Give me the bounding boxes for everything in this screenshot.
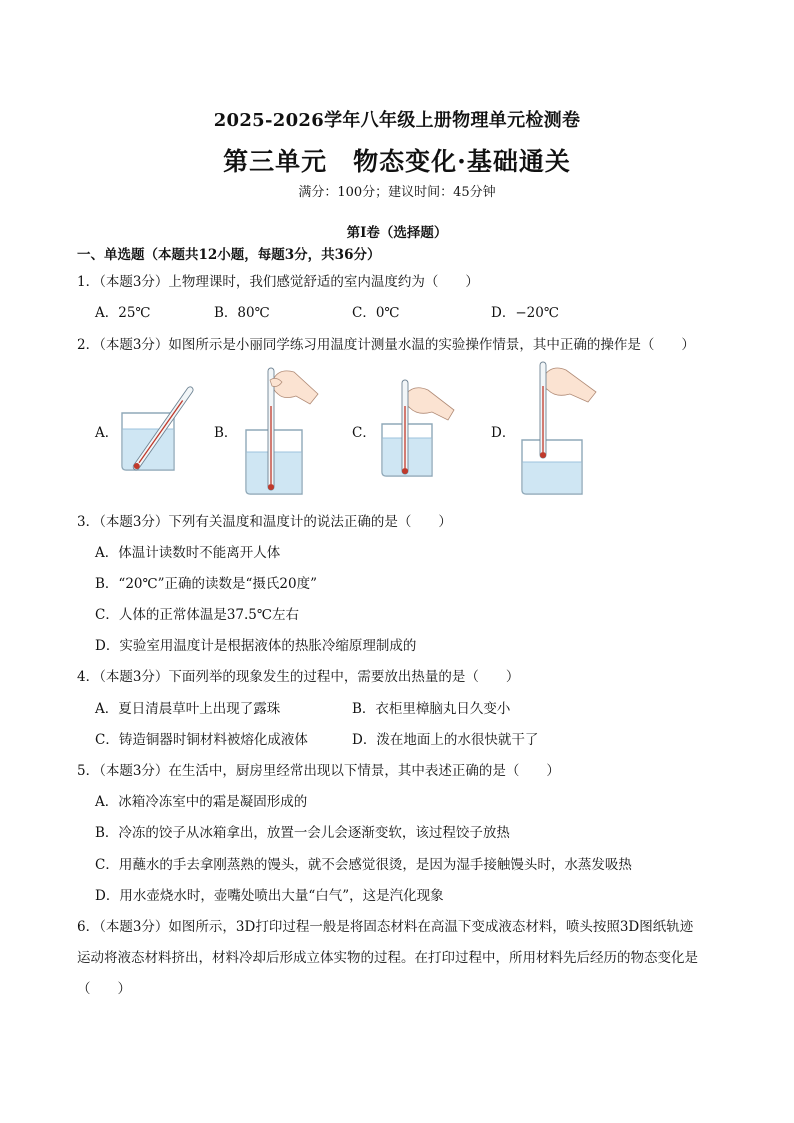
question-5-option-d: D．用水壶烧水时，壶嘴处喷出大量“白气”，这是汽化现象 — [95, 888, 444, 904]
question-2-option-a: A． — [95, 425, 119, 441]
question-2-option-c: C． — [352, 425, 376, 441]
part-title: 第Ⅰ卷（选择题） — [346, 225, 448, 241]
exam-info: 满分：100分；建议时间：45分钟 — [298, 185, 496, 200]
question-4-option-b: B．衣柜里樟脑丸日久变小 — [352, 701, 511, 717]
beaker-thermometer-icon — [118, 384, 198, 474]
question-2-stem: 2．（本题3分）如图所示是小丽同学练习用温度计测量水温的实验操作情景，其中正确的操作是（ ） — [77, 337, 695, 353]
question-4-option-c: C．铸造铜器时铜材料被熔化成液体 — [95, 732, 308, 748]
section-title: 一、单选题（本题共12小题，每题3分，共36分） — [77, 247, 381, 263]
question-3-stem: 3．（本题3分）下列有关温度和温度计的说法正确的是（ ） — [77, 514, 452, 530]
hand-icon — [238, 366, 328, 498]
question-5-option-a: A．冰箱冷冻室中的霜是凝固形成的 — [95, 794, 308, 810]
question-6-stem-line-1: 6．（本题3分）如图所示，3D打印过程一般是将固态材料在高温下变成液态材料，喷头按照3D图纸轨迹 — [77, 919, 694, 935]
question-3-option-c: C．人体的正常体温是37.5℃左右 — [95, 607, 299, 623]
question-1-stem: 1．（本题3分）上物理课时，我们感觉舒适的室内温度约为（ ） — [77, 274, 479, 290]
question-2-option-d: D． — [491, 425, 516, 441]
question-6-stem-line-3: （ ） — [77, 981, 131, 997]
question-4-option-d: D．泼在地面上的水很快就干了 — [352, 732, 539, 748]
question-5-stem: 5．（本题3分）在生活中，厨房里经常出现以下情景，其中表述正确的是（ ） — [77, 763, 560, 779]
hand-icon — [518, 362, 608, 498]
question-4-option-a: A．夏日清晨草叶上出现了露珠 — [95, 701, 281, 717]
question-5-option-c: C．用蘸水的手去拿刚蒸熟的馒头，就不会感觉很烫，是因为湿手接触馒头时，水蒸发吸热 — [95, 857, 632, 873]
question-5-option-b: B．冷冻的饺子从冰箱拿出，放置一会儿会逐渐变软，该过程饺子放热 — [95, 825, 510, 841]
question-2-option-b: B． — [214, 425, 238, 441]
question-4-stem: 4．（本题3分）下面列举的现象发生的过程中，需要放出热量的是（ ） — [77, 669, 520, 685]
question-1-option-d: D．−20℃ — [491, 305, 559, 321]
exam-title: 2025-2026学年八年级上册物理单元检测卷 — [213, 110, 581, 131]
hand-icon — [378, 380, 468, 480]
question-1-option-a: A．25℃ — [95, 305, 151, 321]
unit-title: 第三单元 物态变化·基础通关 — [223, 147, 571, 176]
question-3-option-b: B．“20℃”正确的读数是“摄氏20度” — [95, 576, 317, 592]
question-3-option-a: A．体温计读数时不能离开人体 — [95, 545, 281, 561]
question-6-stem-line-2: 运动将液态材料挤出，材料冷却后形成立体实物的过程。在打印过程中，所用材料先后经历的物态变化是 — [77, 950, 698, 966]
question-3-option-d: D．实验室用温度计是根据液体的热胀冷缩原理制成的 — [95, 638, 417, 654]
question-1-option-c: C．0℃ — [352, 305, 400, 321]
question-1-option-b: B．80℃ — [214, 305, 270, 321]
